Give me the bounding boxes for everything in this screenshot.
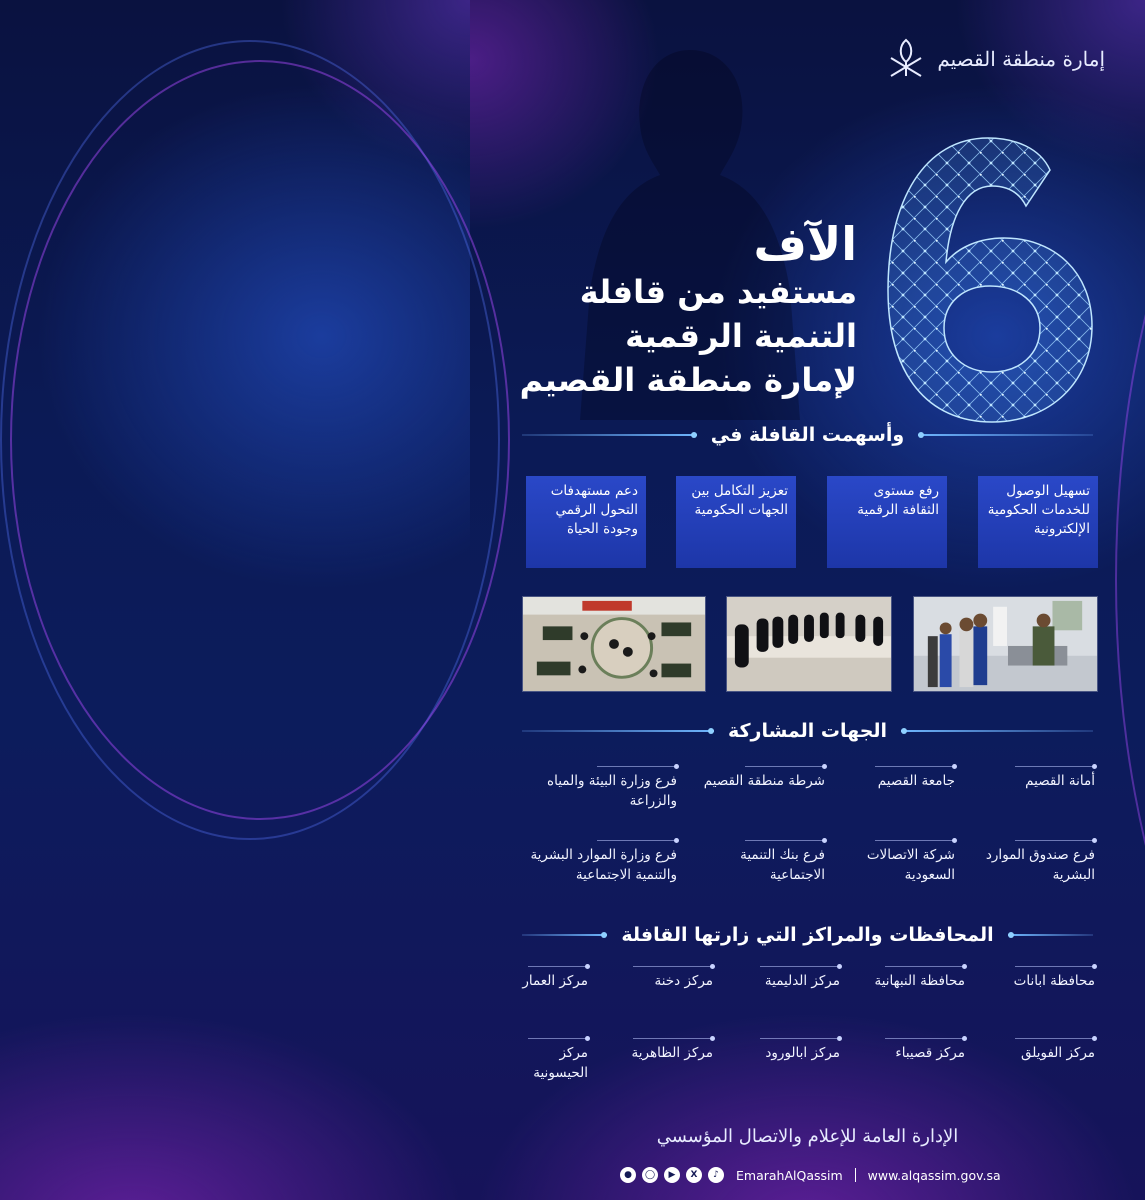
section-title: المحافظات والمراكز التي زارتها القافلة <box>621 924 994 946</box>
divider-line <box>522 934 607 936</box>
headline-count-word: الآف <box>753 217 857 271</box>
footer-bar <box>620 1167 1001 1183</box>
location-item: محافظة النبهانية <box>855 966 965 991</box>
instagram-icon[interactable]: ◯ <box>642 1167 658 1183</box>
contribution-box: تعزيز التكامل بين الجهات الحكومية <box>676 476 796 568</box>
number-six-value: 6 <box>869 130 870 131</box>
location-item: مركز قصيباء <box>855 1038 965 1063</box>
participant-item: شرطة منطقة القصيم <box>697 766 825 791</box>
section-title: وأسهمت القافلة في <box>710 424 905 446</box>
participant-item: فرع صندوق الموارد البشرية <box>967 840 1095 885</box>
location-item: مركز العمار <box>508 966 588 991</box>
divider-line <box>522 434 697 436</box>
social-handle[interactable]: EmarahAlQassim <box>736 1167 843 1183</box>
department-name: الإدارة العامة للإعلام والاتصال المؤسسي <box>656 1126 959 1147</box>
saudi-emblem-icon <box>885 36 927 82</box>
location-item: مركز الدليمية <box>730 966 840 991</box>
participant-item: فرع بنك التنمية الاجتماعية <box>697 840 825 885</box>
photo-workshop-tables <box>522 596 706 692</box>
location-item: مركز الظاهرية <box>603 1038 713 1063</box>
participant-item: فرع وزارة الموارد البشرية والتنمية الاجتماعية <box>507 840 677 885</box>
separator <box>855 1168 856 1182</box>
participant-item: شركة الاتصالات السعودية <box>827 840 955 885</box>
section-title: الجهات المشاركة <box>727 720 888 742</box>
contribution-box: رفع مستوى الثقافة الرقمية <box>827 476 947 568</box>
participant-item: أمانة القصيم <box>967 766 1095 791</box>
number-six-graphic <box>870 130 1110 430</box>
decorative-arc <box>10 60 510 820</box>
divider-line <box>1008 934 1093 936</box>
tiktok-icon[interactable]: ♪ <box>708 1167 724 1183</box>
website-link[interactable]: www.alqassim.gov.sa <box>867 1167 1001 1183</box>
infographic <box>470 0 1145 1200</box>
org-logo <box>885 36 1105 82</box>
contribution-boxes <box>522 476 1098 568</box>
location-item: مركز دخنة <box>603 966 713 991</box>
headline <box>520 218 857 402</box>
snapchat-icon[interactable]: ● <box>620 1167 636 1183</box>
location-item: مركز الفويلق <box>985 1038 1095 1063</box>
contribution-box: دعم مستهدفات التحول الرقمي وجودة الحياة <box>526 476 646 568</box>
locations-heading <box>522 924 1093 946</box>
divider-line <box>918 434 1093 436</box>
location-item: محافظة ابانات <box>985 966 1095 991</box>
divider-line <box>901 730 1093 732</box>
contribution-box: تسهيل الوصول للخدمات الحكومية الإلكترونية <box>978 476 1098 568</box>
decorative-arc <box>1115 20 1145 1140</box>
participant-item: فرع وزارة البيئة والمياه والزراعة <box>517 766 677 811</box>
headline-line: التنمية الرقمية <box>625 317 857 355</box>
location-item: مركز الحيسونية <box>508 1038 588 1083</box>
headline-line: لإمارة منطقة القصيم <box>519 361 857 399</box>
photo-service-desk <box>913 596 1098 692</box>
divider-line <box>522 730 714 732</box>
participant-item: جامعة القصيم <box>827 766 955 791</box>
youtube-icon[interactable]: ▶ <box>664 1167 680 1183</box>
org-name: إمارة منطقة القصيم <box>937 47 1105 71</box>
headline-line: مستفيد من قافلة <box>579 273 857 311</box>
contributions-heading <box>522 424 1093 446</box>
participants-heading <box>522 720 1093 742</box>
photo-queue-hall <box>726 596 892 692</box>
location-item: مركز ابالورود <box>730 1038 840 1063</box>
x-icon[interactable]: X <box>686 1167 702 1183</box>
